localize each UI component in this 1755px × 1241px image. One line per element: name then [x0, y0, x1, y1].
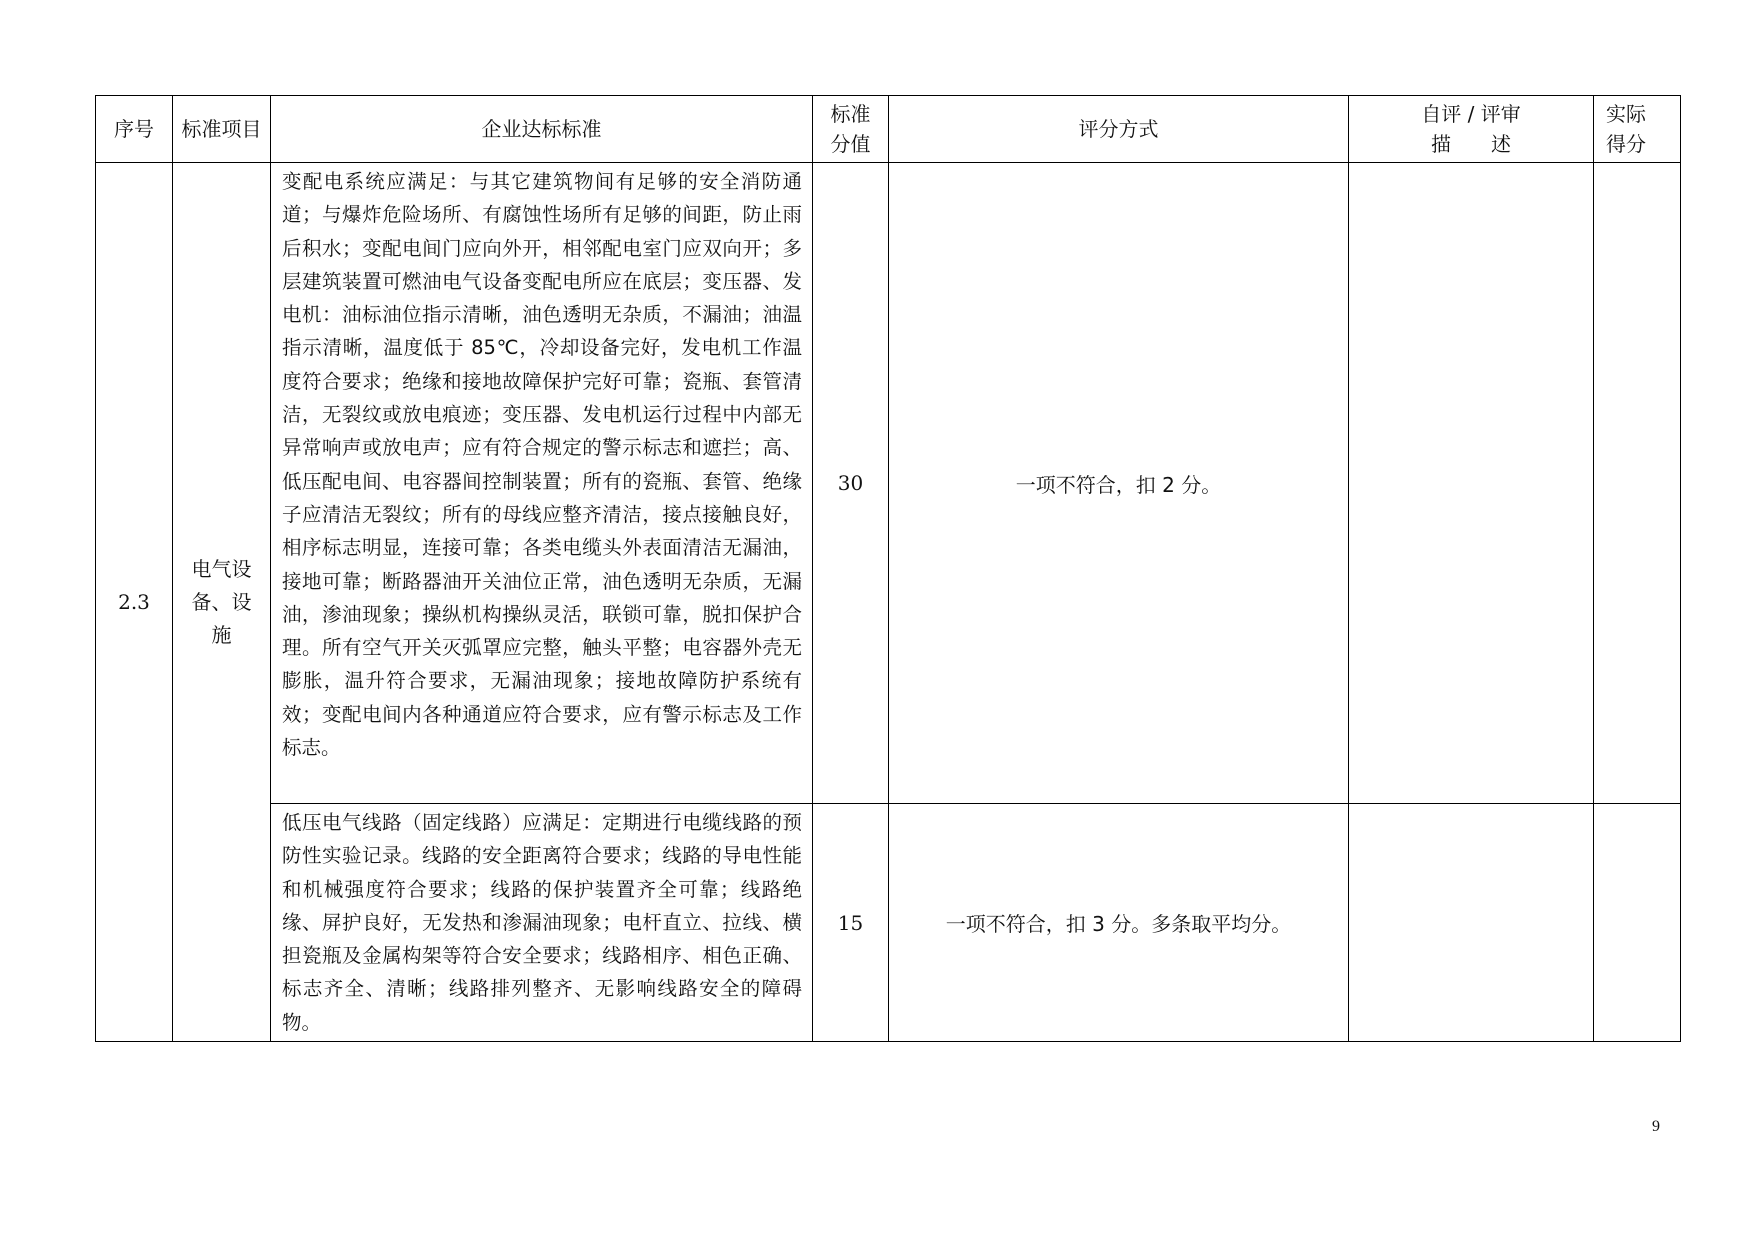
- header-std-score-line1: 标准: [830, 102, 871, 126]
- table-header-row: [96, 96, 1681, 163]
- item-line: 施: [211, 622, 232, 647]
- score-cell: 30: [813, 163, 889, 804]
- item-cell: [173, 163, 271, 1042]
- header-seq: 序号: [96, 96, 173, 163]
- evaluation-table: [95, 95, 1681, 1042]
- header-self-eval-line2: 描 述: [1431, 132, 1511, 156]
- header-self-eval-line1: 自评 / 评审: [1421, 102, 1521, 126]
- scoring-cell: 一项不符合，扣 2 分。: [889, 163, 1349, 804]
- table-row: [96, 163, 1681, 804]
- self-eval-cell[interactable]: [1349, 804, 1594, 1042]
- self-eval-cell[interactable]: [1349, 163, 1594, 804]
- header-scoring: 评分方式: [889, 96, 1349, 163]
- header-item: 标准项目: [173, 96, 271, 163]
- score-cell: 15: [813, 804, 889, 1042]
- actual-score-cell[interactable]: [1594, 163, 1681, 804]
- header-std-score-line2: 分值: [830, 132, 871, 156]
- header-actual-line2: 得分: [1606, 132, 1646, 156]
- criteria-cell: 变配电系统应满足：与其它建筑物间有足够的安全消防通道；与爆炸危险场所、有腐蚀性场所有足够的间距，防止雨后积水；变配电间门应向外开，相邻配电室门应双向开；多层建筑装置可燃油电气设备变配电所应在底层；变压器、发电机：油标油位指示清晰，油色透明无杂质，不漏油；油温指示清晰，温度低于 85℃，冷却设备完好，发电机工作温度符合要求；绝缘和接地故障保护完好可靠；瓷瓶、套管清洁，无裂纹或放电痕迹；变压器、发电机运行过程中内部无异常响声或放电声；应有符合规定的警示标志和遮拦；高、低压配电间、电容器间控制装置；所有的瓷瓶、套管、绝缘子应清洁无裂纹；所有的母线应整齐清洁，接点接触良好，相序标志明显，连接可靠；各类电缆头外表面清洁无漏油，接地可靠；断路器油开关油位正常，油色透明无杂质，无漏油，渗油现象；操纵机构操纵灵活，联锁可靠，脱扣保护合理。所有空气开关灭弧罩应完整，触头平整；电容器外壳无膨胀，温升符合要求，无漏油现象；接地故障防护系统有效；变配电间内各种通道应符合要求，应有警示标志及工作标志。: [271, 163, 813, 804]
- header-criteria: 企业达标标准: [271, 96, 813, 163]
- header-std-score: [813, 96, 889, 163]
- page-number: 9: [1652, 1118, 1660, 1135]
- seq-cell: 2.3: [96, 163, 173, 1042]
- scoring-cell: 一项不符合，扣 3 分。多条取平均分。: [889, 804, 1349, 1042]
- table-row: [96, 804, 1681, 1042]
- criteria-cell: 低压电气线路（固定线路）应满足：定期进行电缆线路的预防性实验记录。线路的安全距离符合要求；线路的导电性能和机械强度符合要求；线路的保护装置齐全可靠；线路绝缘、屏护良好，无发热和渗漏油现象；电杆直立、拉线、横担瓷瓶及金属构架等符合安全要求；线路相序、相色正确、标志齐全、清晰；线路排列整齐、无影响线路安全的障碍物。: [271, 804, 813, 1042]
- header-actual: [1594, 96, 1681, 163]
- item-line: 电气设: [191, 556, 252, 581]
- item-line: 备、设: [191, 589, 252, 614]
- header-actual-line1: 实际: [1606, 102, 1646, 126]
- actual-score-cell[interactable]: [1594, 804, 1681, 1042]
- header-self-eval: [1349, 96, 1594, 163]
